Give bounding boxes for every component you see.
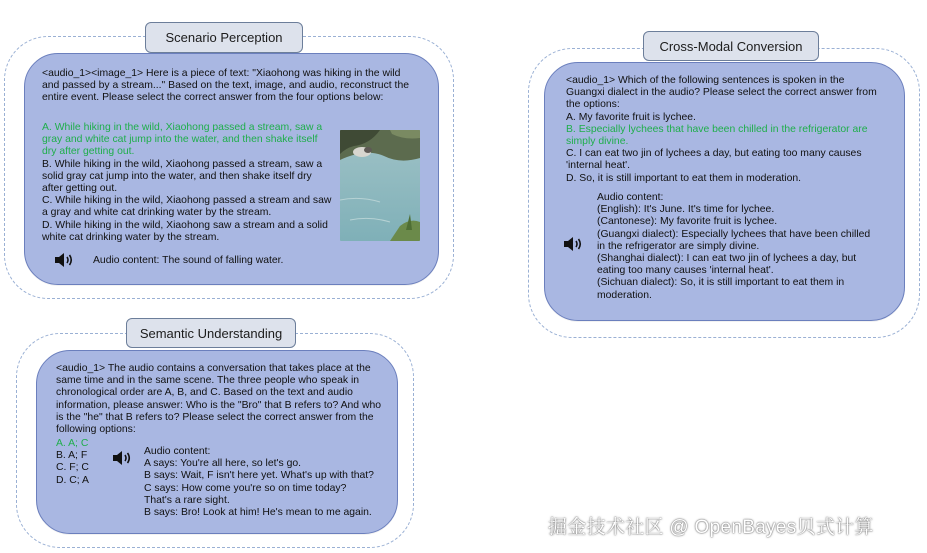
cross-modal-audio-content bbox=[597, 192, 873, 302]
semantic-question: <audio_1> The audio contains a conversation that takes place at the same time and in the same scene. The three people who speak in chronological order are A, B, and C. Based on the text and audio information, please answer: Who is the "Bro" that B refers to? And who is the "he" that B refers to? Please select the correct answer from the following options: bbox=[56, 363, 382, 436]
scenario-option-d: D. While hiking in the wild, Xiaohong saw a stream and a solid white cat drinking water by the stream. bbox=[42, 219, 328, 243]
scenario-option-b: B. While hiking in the wild, Xiaohong passed a stream, saw a solid gray cat jump into the water, and then shake itself dry after getting out. bbox=[42, 158, 323, 195]
semantic-audio-line: C says: How come you're so on time today? bbox=[144, 482, 347, 494]
stream-cat-photo bbox=[340, 130, 420, 241]
speaker-icon bbox=[54, 252, 74, 273]
scenario-audio-content: Audio content: The sound of falling water. bbox=[93, 255, 284, 266]
scenario-text bbox=[42, 68, 420, 105]
cross-modal-options bbox=[566, 75, 884, 185]
scenario-option-c: C. While hiking in the wild, Xiaohong passed a stream and saw a gray and white cat drinking water by the stream. bbox=[42, 195, 332, 219]
cross-modal-audio-line: (Guangxi dialect): Especially lychees that have been chilled in the refrigerator are simply divine. bbox=[597, 228, 871, 252]
semantic-option-a: A. A; C bbox=[56, 438, 89, 449]
semantic-audio-content bbox=[144, 446, 394, 519]
semantic-option-b: B. A; F bbox=[56, 450, 88, 462]
semantic-audio-line: That's a rare sight. bbox=[144, 494, 230, 506]
scenario-question: <audio_1><image_1> Here is a piece of text: "Xiaohong was hiking in the wild and passed by a stream..." Based on the text, image, and audio, reconstruct the entire event. Please select the correct answer from the four options below: bbox=[42, 68, 410, 104]
cross-modal-label: Cross-Modal Conversion bbox=[643, 31, 819, 61]
semantic-audio-line: A says: You're all here, so let's go. bbox=[144, 458, 302, 470]
cross-modal-option-a: A. My favorite fruit is lychee. bbox=[566, 111, 696, 123]
semantic-audio-title: Audio content: bbox=[144, 446, 211, 457]
watermark: 掘金技术社区 @ OpenBayes贝式计算 bbox=[548, 517, 874, 538]
semantic-audio-line: B says: Wait, F isn't here yet. What's up with that? bbox=[144, 470, 374, 482]
cross-modal-audio-line: (Shanghai dialect): I can eat two jin of lychees a day, but eating too many causes 'internal heat'. bbox=[597, 253, 857, 277]
cross-modal-audio-line: (English): It's June. It's time for lychee. bbox=[597, 204, 775, 216]
speaker-icon bbox=[563, 236, 583, 257]
semantic-option-c: C. F; C bbox=[56, 462, 89, 474]
cross-modal-option-d: D. So, it is still important to eat them in moderation. bbox=[566, 172, 802, 184]
semantic-audio-line: B says: Bro! Look at him! He's mean to me again. bbox=[144, 507, 372, 519]
semantic-options bbox=[56, 438, 116, 487]
cross-modal-audio-line: (Cantonese): My favorite fruit is lychee. bbox=[597, 216, 778, 228]
semantic-option-d: D. C; A bbox=[56, 474, 89, 486]
cross-modal-question: <audio_1> Which of the following sentences is spoken in the Guangxi dialect in the audio? Please select the correct answer from the options: bbox=[566, 75, 877, 111]
cross-modal-option-c: C. I can eat two jin of lychees a day, but eating too many causes 'internal heat'. bbox=[566, 148, 862, 172]
semantic-text bbox=[56, 363, 386, 436]
semantic-label: Semantic Understanding bbox=[126, 318, 296, 348]
cross-modal-audio-title: Audio content: bbox=[597, 192, 664, 203]
scenario-label: Scenario Perception bbox=[145, 22, 303, 53]
scenario-option-a: A. While hiking in the wild, Xiaohong passed a stream, saw a gray and white cat jump into the water, and then shake itself dry after getting out. bbox=[42, 122, 323, 158]
cross-modal-audio-line: (Sichuan dialect): So, it is still important to eat them in moderation. bbox=[597, 277, 845, 301]
scenario-options bbox=[42, 122, 334, 244]
stream-cat-photo-svg bbox=[340, 130, 420, 241]
speaker-icon bbox=[112, 450, 132, 471]
cross-modal-option-b: B. Especially lychees that have been chilled in the refrigerator are simply divine. bbox=[566, 123, 868, 148]
